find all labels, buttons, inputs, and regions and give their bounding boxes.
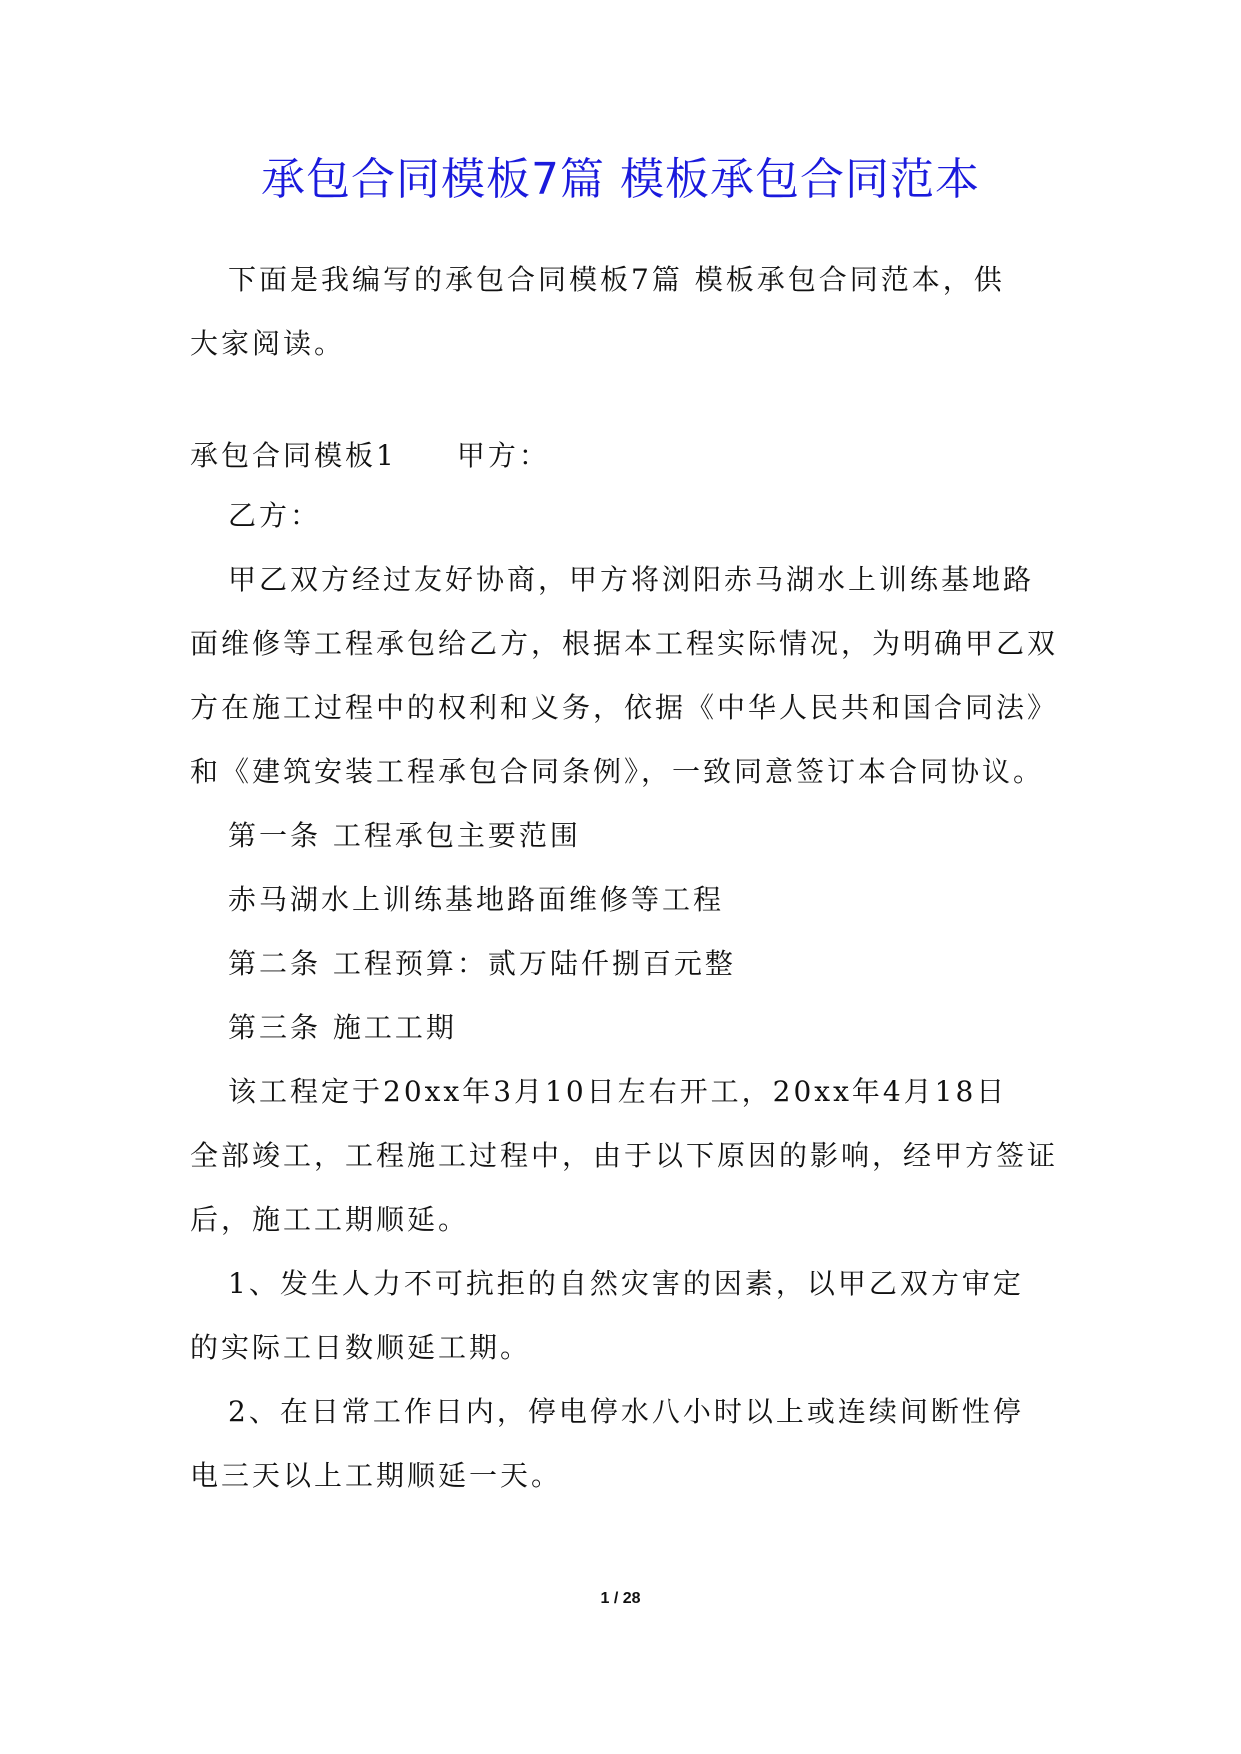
- article-3-heading: 第三条 施工工期: [228, 1011, 457, 1044]
- party-b-label: 乙方：: [228, 499, 322, 532]
- item-2-line-1: 2、在日常工作日内，停电停水八小时以上或连续间断性停: [228, 1395, 1024, 1428]
- intro-line-1: 下面是我编写的承包合同模板7篇 模板承包合同范本，供: [228, 263, 1005, 296]
- item-1-line-2: 的实际工日数顺延工期。: [190, 1331, 532, 1364]
- paragraph-2-line-3: 后，施工工期顺延。: [190, 1203, 470, 1236]
- paragraph-2-line-1: 该工程定于20xx年3月10日左右开工，20xx年4月18日: [228, 1075, 1008, 1108]
- template-label: 承包合同模板1: [190, 439, 397, 472]
- item-2-line-2: 电三天以上工期顺延一天。: [190, 1459, 563, 1492]
- section-header: [190, 424, 1050, 488]
- paragraph-1-line-1: 甲乙双方经过友好协商，甲方将浏阳赤马湖水上训练基地路: [228, 563, 1035, 596]
- party-a-label: 甲方：: [456, 439, 550, 472]
- document-title: 承包合同模板7篇 模板承包合同范本: [261, 154, 980, 205]
- contract-body: [190, 484, 1059, 1508]
- item-1-line-1: 1、发生人力不可抗拒的自然灾害的因素，以甲乙双方审定: [228, 1267, 1024, 1300]
- paragraph-1-line-4: 和《建筑安装工程承包合同条例》，一致同意签订本合同协议。: [190, 755, 1045, 788]
- page-indicator: 1 / 28: [600, 1590, 641, 1607]
- paragraph-1-line-3: 方在施工过程中的权利和义务，依据《中华人民共和国合同法》: [190, 691, 1059, 724]
- article-2-heading: 第二条 工程预算：贰万陆仟捌百元整: [228, 947, 736, 980]
- article-1-content: 赤马湖水上训练基地路面维修等工程: [228, 883, 725, 916]
- article-1-heading: 第一条 工程承包主要范围: [228, 819, 581, 852]
- paragraph-1-line-2: 面维修等工程承包给乙方，根据本工程实际情况，为明确甲乙双: [190, 627, 1059, 660]
- paragraph-2-line-2: 全部竣工，工程施工过程中，由于以下原因的影响，经甲方签证: [190, 1139, 1059, 1172]
- intro-line-2: 大家阅读。: [190, 327, 346, 360]
- intro-paragraph: [190, 248, 1050, 376]
